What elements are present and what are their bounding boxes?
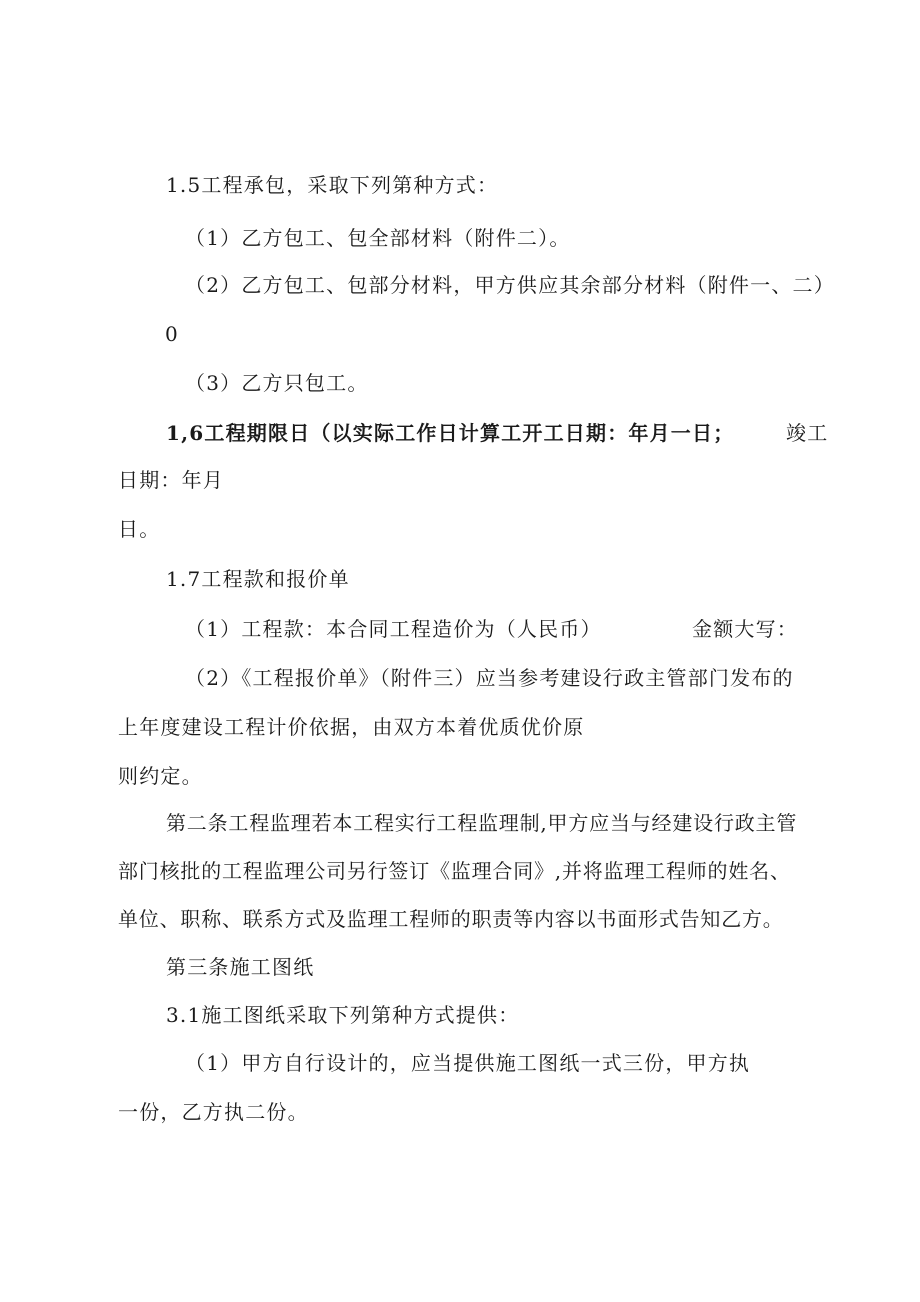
- clause-1-5-option-1: （1）乙方包工、包全部材料（附件二）。: [185, 226, 571, 250]
- article-2-line-2: 部门核批的工程监理公司另行签订《监理合同》,并将监理工程师的姓名、: [118, 859, 791, 883]
- article-2-line-1: 第二条工程监理若本工程实行工程监理制,甲方应当与经建设行政主管: [166, 811, 798, 835]
- clause-1-5-option-2-continuation: 0: [165, 322, 179, 346]
- article-3-heading: 第三条施工图纸: [166, 955, 315, 979]
- clause-1-7-heading: 1.7工程款和报价单: [166, 567, 350, 591]
- clause-1-7-option-1: （1）工程款：本合同工程造价为（人民币）: [185, 617, 602, 641]
- clause-1-7-option-2-continuation: 上年度建设工程计价依据，由双方本着优质优价原: [118, 715, 585, 739]
- clause-1-5-heading: 1.5工程承包，采取下列第种方式：: [166, 173, 499, 197]
- clause-1-7-option-2: （2）《工程报价单》（附件三）应当参考建设行政主管部门发布的: [185, 666, 794, 690]
- clause-1-5-option-3: （3）乙方只包工。: [185, 371, 369, 395]
- clause-1-5-option-2: （2）乙方包工、包部分材料，甲方供应其余部分材料（附件一、二）: [185, 273, 835, 297]
- clause-1-6-line-1-tail: 竣工: [786, 421, 829, 445]
- clause-1-7-option-1-tail: 金额大写：: [692, 617, 798, 641]
- clause-1-6-line-1: 1,6工程期限日（以实际工作日计算工开工日期：年月一日；: [166, 421, 735, 445]
- clause-3-1-heading: 3.1施工图纸采取下列第种方式提供：: [166, 1003, 520, 1027]
- clause-3-1-option-1-continuation: 一份，乙方执二份。: [118, 1100, 309, 1124]
- clause-1-6-line-2: 日期：年月: [118, 468, 224, 492]
- article-2-line-3: 单位、职称、联系方式及监理工程师的职责等内容以书面形式告知乙方。: [118, 907, 784, 931]
- clause-3-1-option-1: （1）甲方自行设计的，应当提供施工图纸一式三份，甲方执: [185, 1051, 751, 1075]
- clause-1-6-line-3: 日。: [118, 517, 161, 541]
- clause-1-7-option-2-end: 则约定。: [118, 764, 203, 788]
